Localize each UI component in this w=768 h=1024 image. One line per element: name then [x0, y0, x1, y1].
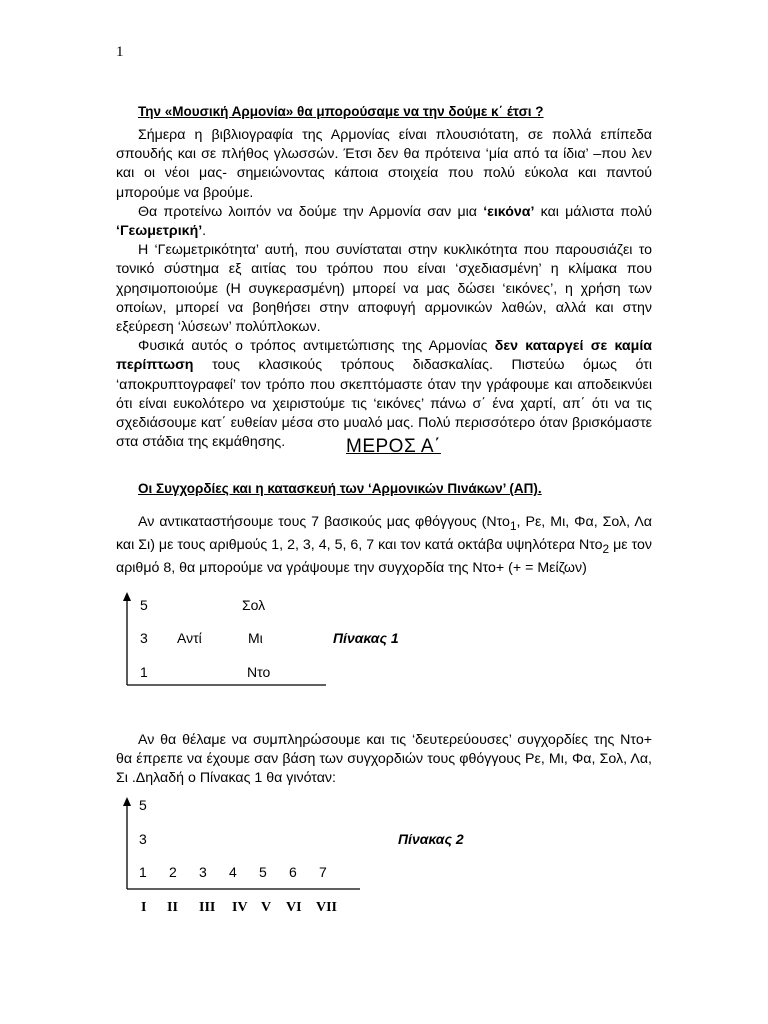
chord-paragraph: Αν αντικαταστήσουμε τους 7 βασικούς μας φθόγγους (Ντο$_1$, Ρε, Μι, Φα, Σολ, Λα και Σι) με τους αριθμούς 1, 2, 3, 4, 5, 6, 7 και τον κατά οκτάβα υψηλότερα Ντο$_2$ με τον αριθμό 8, θα μπορούμε να γράψουμε την συγχορδία της Ντο+ (+ = Μείζων) — [116, 514, 653, 577]
table1-row-1-note: Σολ — [242, 597, 266, 613]
section-heading: Οι Συγχορδίες και η κατασκευή των ‘Αρμονικών Πινάκων’ (ΑΠ). — [138, 481, 542, 496]
table2-roman-4: IV — [232, 900, 248, 915]
table2-roman-5: V — [261, 900, 272, 915]
secondary-chords-paragraph: Αν θα θέλαμε να συμπληρώσουμε και τις ‘δευτερεύουσες’ συγχορδίες της Ντο+ θα έπρεπε να έχουμε σαν βάση των συγχορδιών τους φθόγγους Ρε, Μι, Φα, Σολ, Λα, Σι .Δηλαδή ο Πίνακας 1 θα γινόταν: — [116, 732, 652, 787]
section-title: ΜΕΡΟΣ Α΄ — [346, 436, 441, 457]
table1-row-1-number: 5 — [140, 597, 148, 613]
table2-x-4: 4 — [229, 864, 237, 880]
intro-paragraph-4: Φυσικά αυτός ο τρόπος αντιμετώπισης της Αρμονίας δεν καταργεί σε καμία περίπτωση τους κλασικούς τρόπους διδασκαλίας. Πιστεύω όμως ότι ‘αποκρυπτογραφεί’ τον τρόπο που σκεπτόμαστε όταν την γράφουμε και αποδεικνύει ότι είναι ευκολότερο να χειριστούμε τις ‘εικόνες’ πάνω σ΄ ένα χαρτί, απ΄ ότι να τις σχεδιάσουμε κατ΄ ευθείαν μέσα στο μυαλό μας. Πολύ περισσότερο όταν βρισκόμαστε στα στάδια της εκμάθησης. — [116, 338, 652, 451]
table2-y-5: 5 — [139, 797, 147, 813]
intro-paragraph-1: Σήμερα η βιβλιογραφία της Αρμονίας είναι πλουσιότατη, σε πολλά επίπεδα σπουδής και σε πλήθος γλωσσών. Έτσι δεν θα πρότεινα ‘μία από τα ίδια’ –που λεν και οι νέοι μας- σημειώνοντας κάποια στοιχεία που πολύ εύκολα και παντού μπορούμε να βρούμε. — [116, 127, 652, 201]
table2-x-5: 5 — [259, 864, 267, 880]
table2-roman-1: I — [141, 900, 147, 915]
intro-paragraph-3: Η ‘Γεωμετρικότητα’ αυτή, που συνίσταται στην κυκλικότητα που παρουσιάζει το τονικό σύστημα εξ αιτίας του τρόπου που είναι ‘σχεδιασμένη’ η κλίμακα που χρησιμοποιούμε (Η συγκερασμένη) μπορεί να μας δώσει ‘εικόνες’, η χρήση των οποίων, μπορεί να βοηθήσει στην αποφυγή αρμονικών λαθών, αλλά και στην εξεύρεση ‘λύσεων’ πολύπλοκων. — [116, 242, 652, 336]
table2-y-3: 3 — [139, 831, 147, 847]
table1-row-3-note: Ντο — [247, 664, 271, 680]
table1-row-2-middle: Αντί — [177, 630, 202, 646]
table2-roman-7: VII — [316, 900, 338, 915]
table1-row-3-number: 1 — [140, 664, 148, 680]
table2-roman-6: VI — [286, 900, 302, 915]
intro-paragraph-2: Θα προτείνω λοιπόν να δούμε την Αρμονία σαν μια ‘εικόνα’ και μάλιστα πολύ ‘Γεωμετρική’. — [116, 203, 653, 240]
table2-x-2: 2 — [169, 864, 177, 880]
table2-x-1: 1 — [139, 864, 147, 880]
table2-roman-3: III — [199, 900, 216, 915]
table2-roman-2: II — [167, 900, 178, 915]
table1-label: Πίνακας 1 — [333, 630, 399, 646]
table2-label: Πίνακας 2 — [398, 831, 464, 847]
page-number: 1 — [116, 44, 124, 60]
title-heading: Την «Μουσική Αρμονία» θα μπορούσαμε να την δούμε κ΄ έτσι ? — [138, 104, 544, 119]
table1-row-2-note: Μι — [248, 630, 263, 646]
table2-x-6: 6 — [289, 864, 297, 880]
table2-x-7: 7 — [319, 864, 327, 880]
table1-row-2-number: 3 — [140, 630, 148, 646]
table2-x-3: 3 — [199, 864, 207, 880]
